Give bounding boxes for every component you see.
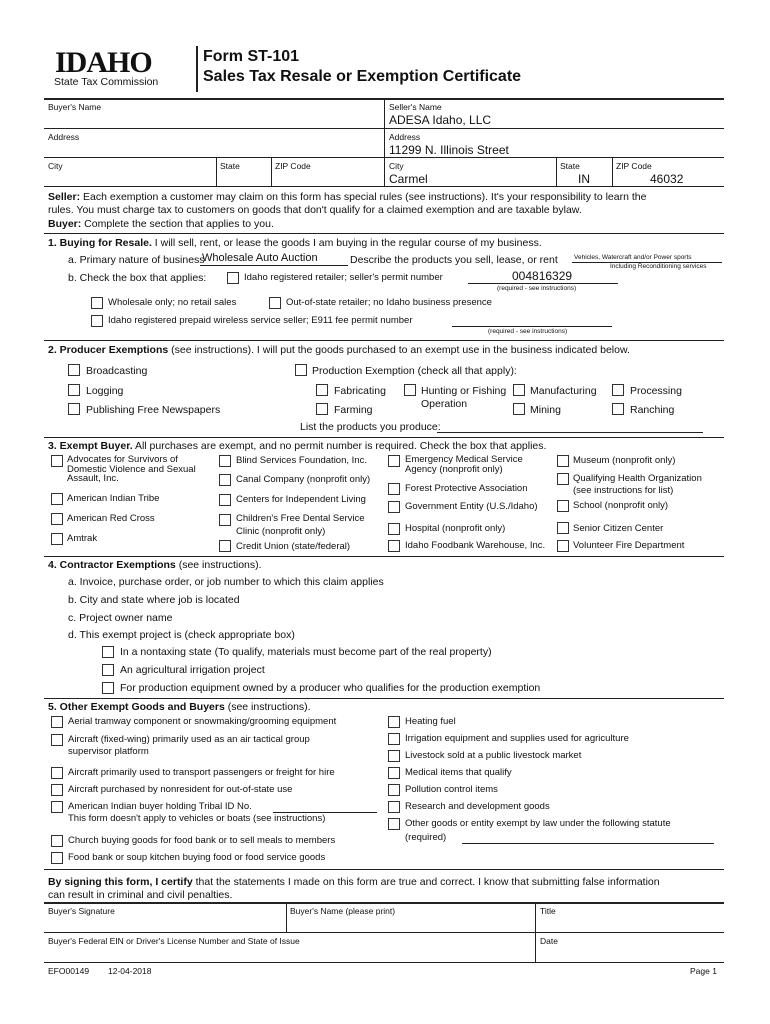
s5-medical-label: Medical items that qualify: [405, 767, 512, 778]
s1-wireless-label: Idaho registered prepaid wireless service seller; E911 fee permit number: [108, 315, 413, 326]
buyer-city-field[interactable]: [46, 171, 212, 185]
s1-a-label: a. Primary nature of business: [68, 254, 205, 266]
s3-ems-label-1: Emergency Medical Service: [405, 454, 523, 465]
s3-foodbank-checkbox[interactable]: [388, 540, 400, 552]
s3-advocates-label-1: Advocates for Survivors of: [67, 454, 178, 465]
section-5-heading: [48, 701, 311, 713]
s4-irrigation-checkbox[interactable]: [102, 664, 114, 676]
s1-permit-number-line: [468, 283, 618, 284]
s1-e911-permit-line[interactable]: [452, 326, 612, 327]
s5-irrigation-checkbox[interactable]: [388, 733, 400, 745]
logo-subtitle: State Tax Commission: [54, 76, 159, 88]
row-divider-1: [44, 128, 724, 129]
s2-ranching-checkbox[interactable]: [612, 403, 624, 415]
seller-state-divider: [556, 158, 557, 186]
s3-credit-union-checkbox[interactable]: [219, 540, 231, 552]
seller-city-field[interactable]: Carmel: [389, 172, 428, 186]
buyer-name-label: Buyer's Name: [48, 102, 102, 112]
s2-hunting-label-1: Hunting or Fishing: [421, 385, 507, 397]
s5-fixedwing-label-2: supervisor platform: [68, 746, 149, 757]
s3-museum-label: Museum (nonprofit only): [573, 455, 676, 466]
s3-canal-checkbox[interactable]: [219, 474, 231, 486]
s2-publishing-label: Publishing Free Newspapers: [86, 404, 221, 416]
date-field[interactable]: [538, 946, 722, 961]
s4-b-label: b. City and state where job is located: [68, 594, 240, 606]
s4-nontaxing-checkbox[interactable]: [102, 646, 114, 658]
s5-fixedwing-label-1: Aircraft (fixed-wing) primarily used as an air tactical group: [68, 734, 310, 745]
section-1-heading-text: I will sell, rent, or lease the goods I am buying in the regular course of my business.: [151, 237, 542, 249]
s3-forest-label: Forest Protective Association: [405, 483, 528, 494]
s3-qhealth-label-2: (see instructions for list): [573, 485, 674, 496]
s2-publishing-checkbox[interactable]: [68, 403, 80, 415]
intro-seller-line1: [48, 191, 646, 203]
s4-d-label: d. This exempt project is (check appropriate box): [68, 629, 295, 641]
signature-divider-1: [286, 903, 287, 932]
section-4-rule: [44, 556, 724, 557]
s2-mining-checkbox[interactable]: [513, 403, 525, 415]
intro-buyer-text: Complete the section that applies to you.: [81, 218, 274, 230]
signing-bold: By signing this form, I certify: [48, 876, 193, 888]
s5-pollution-checkbox[interactable]: [388, 784, 400, 796]
s3-forest-checkbox[interactable]: [388, 483, 400, 495]
s3-dental-label-1: Children's Free Dental Service: [236, 513, 365, 524]
s2-manufacturing-checkbox[interactable]: [513, 384, 525, 396]
s3-ems-checkbox[interactable]: [388, 455, 400, 467]
buyer-address-label: Address: [48, 132, 80, 142]
s2-hunting-label-2: Operation: [421, 398, 468, 410]
section-5-rule: [44, 698, 724, 699]
s5-soup-label: Food bank or soup kitchen buying food or food service goods: [68, 852, 326, 863]
s5-aircraft-transport-label: Aircraft primarily used to transport passengers or freight for hire: [68, 767, 335, 778]
s1-wholesale-label: Wholesale only; no retail sales: [108, 297, 237, 308]
seller-name-field[interactable]: ADESA Idaho, LLC: [389, 113, 492, 127]
s5-soup-checkbox[interactable]: [51, 852, 63, 864]
s5-livestock-label: Livestock sold at a public livestock market: [405, 750, 582, 761]
s3-museum-checkbox[interactable]: [557, 455, 569, 467]
intro-buyer-line: [48, 218, 274, 230]
s4-c-label: c. Project owner name: [68, 612, 173, 624]
seller-address-label: Address: [389, 132, 421, 142]
seller-address-field[interactable]: 11299 N. Illinois Street: [389, 143, 509, 157]
s3-centers-checkbox[interactable]: [219, 494, 231, 506]
signature-divider-2: [535, 903, 536, 962]
buyer-zip-field[interactable]: [273, 171, 381, 185]
s3-amtrak-checkbox[interactable]: [51, 533, 63, 545]
s3-blind-label: Blind Services Foundation, Inc.: [236, 455, 367, 466]
s2-logging-checkbox[interactable]: [68, 384, 80, 396]
form-number: Form ST-101: [203, 48, 300, 65]
title-label: Title: [540, 906, 556, 916]
s5-aircraft-nonres-label: Aircraft purchased by nonresident for out-of-state use: [68, 784, 293, 795]
s4-nontaxing-label: In a nontaxing state (To qualify, materials must become part of the real property): [120, 646, 492, 658]
intro-buyer-bold: Buyer:: [48, 218, 82, 230]
s5-church-checkbox[interactable]: [51, 835, 63, 847]
s5-heating-checkbox[interactable]: [388, 716, 400, 728]
s5-pollution-label: Pollution control items: [405, 784, 498, 795]
s5-research-label: Research and development goods: [405, 801, 550, 812]
s3-advocates-label-2: Domestic Violence and Sexual: [67, 464, 196, 475]
s3-ems-label-2: Agency (nonprofit only): [405, 464, 503, 475]
section-1-heading: [48, 237, 542, 249]
s3-hospital-label: Hospital (nonprofit only): [405, 523, 506, 534]
s5-other-statute-line[interactable]: [462, 843, 714, 844]
buyer-state-label: State: [220, 161, 240, 171]
signing-text: that the statements I made on this form are true and correct. I know that submitting false information: [192, 876, 660, 888]
s3-school-label: School (nonprofit only): [573, 500, 669, 511]
section-3-heading-text: All purchases are exempt, and no permit number is required. Check the box that applies.: [132, 440, 547, 452]
s5-aircraft-transport-checkbox[interactable]: [51, 767, 63, 779]
s5-fixedwing-checkbox[interactable]: [51, 734, 63, 746]
s4-c-field[interactable]: [190, 612, 720, 626]
s3-american-indian-checkbox[interactable]: [51, 493, 63, 505]
s3-american-indian-label: American Indian Tribe: [67, 493, 160, 504]
s5-tribal-label-1: American Indian buyer holding Tribal ID No.: [68, 801, 252, 812]
s3-dental-label-2: Clinic (nonprofit only): [236, 526, 326, 537]
s3-canal-label: Canal Company (nonprofit only): [236, 474, 371, 485]
s2-hunting-checkbox[interactable]: [404, 384, 416, 396]
s3-centers-label: Centers for Independent Living: [236, 494, 366, 505]
s3-fire-checkbox[interactable]: [557, 540, 569, 552]
buyer-signature-field[interactable]: [46, 916, 282, 931]
s1-required-note-2: (required - see instructions): [488, 328, 568, 335]
section-1-rule: [44, 233, 724, 234]
footer-form-code: EFO00149: [48, 966, 90, 976]
s2-farming-checkbox[interactable]: [316, 403, 328, 415]
buyer-address-field[interactable]: [46, 142, 380, 156]
s2-production-checkbox[interactable]: [295, 364, 307, 376]
s5-church-label: Church buying goods for food bank or to sell meals to members: [68, 835, 336, 846]
table-center-divider: [384, 99, 385, 187]
signature-table-bottom: [44, 962, 724, 963]
s1-business-nature-field[interactable]: Wholesale Auto Auction: [202, 252, 318, 264]
seller-city-label: City: [389, 161, 404, 171]
s5-other-checkbox[interactable]: [388, 818, 400, 830]
section-3-heading: [48, 440, 546, 452]
s5-irrigation-label: Irrigation equipment and supplies used for agriculture: [405, 733, 629, 744]
s1-business-nature-line: [200, 265, 348, 266]
s3-dental-checkbox[interactable]: [219, 514, 231, 526]
s2-logging-label: Logging: [86, 385, 124, 397]
s5-other-label-2: (required): [405, 832, 447, 843]
form-title: Sales Tax Resale or Exemption Certificate: [203, 68, 522, 85]
s2-fabricating-checkbox[interactable]: [316, 384, 328, 396]
s1-products-line2[interactable]: Including Reconditioning services: [610, 263, 707, 270]
buyer-print-name-field[interactable]: [288, 916, 532, 931]
s2-list-products-label: List the products you produce:: [300, 421, 441, 433]
section-2-heading-text: (see instructions). I will put the goods purchased to an exempt use in the business indicated below.: [168, 344, 630, 356]
s3-school-checkbox[interactable]: [557, 500, 569, 512]
signature-table-top: [44, 902, 724, 904]
buyer-print-name-label: Buyer's Name (please print): [290, 906, 396, 916]
s2-processing-label: Processing: [630, 385, 682, 397]
buyer-name-field[interactable]: [46, 112, 380, 127]
s1-describe-label: Describe the products you sell, lease, or rent: [350, 254, 558, 266]
s1-registered-retailer-label: Idaho registered retailer; seller's permit number: [244, 272, 443, 283]
s3-advocates-checkbox[interactable]: [51, 455, 63, 467]
s2-production-label: Production Exemption (check all that apply):: [312, 365, 517, 377]
s1-required-note-1: (required - see instructions): [497, 285, 577, 292]
s1-outofstate-label: Out-of-state retailer; no Idaho business presence: [286, 297, 492, 308]
s3-government-label: Government Entity (U.S./Idaho): [405, 501, 538, 512]
intro-seller-line2: rules. You must charge tax to customers on goods that don't qualify for a claimed exemption and are taxable bylaw.: [48, 204, 582, 216]
buyer-signature-label: Buyer's Signature: [48, 906, 115, 916]
seller-name-label: Seller's Name: [389, 102, 442, 112]
s3-blind-checkbox[interactable]: [219, 455, 231, 467]
s4-production-equipment-label: For production equipment owned by a producer who qualifies for the production exemption: [120, 682, 541, 694]
s5-research-checkbox[interactable]: [388, 801, 400, 813]
footer-date: 12-04-2018: [108, 966, 152, 976]
signing-line1: [48, 876, 660, 888]
s1-products-line1[interactable]: Vehicles, Watercraft and/or Power sports: [574, 254, 692, 261]
buyer-state-field[interactable]: [218, 171, 268, 185]
section-3-rule: [44, 437, 724, 438]
s1-registered-retailer-checkbox[interactable]: [227, 272, 239, 284]
section-5-heading-bold: 5. Other Exempt Goods and Buyers: [48, 701, 225, 713]
buyer-ein-field[interactable]: [46, 946, 532, 961]
s3-amtrak-label: Amtrak: [67, 533, 98, 544]
date-label: Date: [540, 936, 558, 946]
section-2-heading: [48, 344, 630, 356]
s4-a-label: a. Invoice, purchase order, or job number to which this claim applies: [68, 576, 384, 588]
intro-seller-text: Each exemption a customer may claim on this form has special rules (see instructions). It's your responsibility to learn the: [80, 191, 647, 203]
s3-foodbank-label: Idaho Foodbank Warehouse, Inc.: [405, 540, 546, 551]
row-divider-3: [44, 186, 724, 187]
section-5-heading-text: (see instructions).: [224, 701, 311, 713]
s4-b-field[interactable]: [260, 594, 720, 608]
section-4-heading: [48, 559, 262, 571]
seller-state-field[interactable]: IN: [578, 172, 590, 186]
section-1-heading-bold: 1. Buying for Resale.: [48, 237, 152, 249]
s1-permit-number-field[interactable]: 004816329: [512, 269, 573, 283]
buyer-state-divider: [216, 158, 217, 186]
section-4-heading-text: (see instructions).: [175, 559, 262, 571]
s5-livestock-checkbox[interactable]: [388, 750, 400, 762]
s2-manufacturing-label: Manufacturing: [530, 385, 597, 397]
s2-fabricating-label: Fabricating: [334, 385, 386, 397]
seller-zip-divider: [612, 158, 613, 186]
s5-heating-label: Heating fuel: [405, 716, 456, 727]
seller-zip-field[interactable]: 46032: [650, 172, 684, 186]
s2-mining-label: Mining: [530, 404, 561, 416]
s5-aerial-checkbox[interactable]: [51, 716, 63, 728]
s2-farming-label: Farming: [334, 404, 373, 416]
buyer-zip-label: ZIP Code: [275, 161, 311, 171]
signing-line2: can result in criminal and civil penalties.: [48, 889, 233, 901]
s2-broadcasting-label: Broadcasting: [86, 365, 148, 377]
s3-qhealth-label-1: Qualifying Health Organization: [573, 473, 702, 484]
s3-qhealth-checkbox[interactable]: [557, 473, 569, 485]
buyer-ein-label: Buyer's Federal EIN or Driver's License Number and State of Issue: [48, 936, 300, 946]
s3-senior-checkbox[interactable]: [557, 522, 569, 534]
s3-hospital-checkbox[interactable]: [388, 523, 400, 535]
s3-government-checkbox[interactable]: [388, 501, 400, 513]
s5-tribal-label-2: This form doesn't apply to vehicles or boats (see instructions): [68, 813, 326, 824]
title-field[interactable]: [538, 916, 722, 931]
section-2-heading-bold: 2. Producer Exemptions: [48, 344, 169, 356]
s3-fire-label: Volunteer Fire Department: [573, 540, 685, 551]
intro-seller-bold: Seller:: [48, 191, 81, 203]
s5-aerial-label: Aerial tramway component or snowmaking/grooming equipment: [68, 716, 337, 727]
signing-rule: [44, 869, 724, 870]
s3-advocates-label-3: Assault, Inc.: [67, 473, 119, 484]
s2-broadcasting-checkbox[interactable]: [68, 364, 80, 376]
s4-a-field[interactable]: [420, 576, 720, 590]
section-2-rule: [44, 340, 724, 341]
s1-wireless-checkbox[interactable]: [91, 315, 103, 327]
section-3-heading-bold: 3. Exempt Buyer.: [48, 440, 133, 452]
s5-other-label-1: Other goods or entity exempt by law under the following statute: [405, 818, 671, 829]
s3-red-cross-label: American Red Cross: [67, 513, 155, 524]
s1-outofstate-checkbox[interactable]: [269, 297, 281, 309]
logo-idaho-text: IDAHO: [55, 46, 152, 79]
buyer-zip-divider: [271, 158, 272, 186]
s4-irrigation-label: An agricultural irrigation project: [120, 664, 265, 676]
buyer-city-label: City: [48, 161, 63, 171]
s1-b-label: b. Check the box that applies:: [68, 272, 207, 284]
s1-wholesale-checkbox[interactable]: [91, 297, 103, 309]
s4-production-equipment-checkbox[interactable]: [102, 682, 114, 694]
s2-ranching-label: Ranching: [630, 404, 675, 416]
row-divider-2: [44, 157, 724, 158]
s2-processing-checkbox[interactable]: [612, 384, 624, 396]
section-4-heading-bold: 4. Contractor Exemptions: [48, 559, 176, 571]
s3-credit-union-label: Credit Union (state/federal): [236, 541, 351, 552]
s3-red-cross-checkbox[interactable]: [51, 513, 63, 525]
s5-medical-checkbox[interactable]: [388, 767, 400, 779]
s5-aircraft-nonres-checkbox[interactable]: [51, 784, 63, 796]
seller-state-label: State: [560, 161, 580, 171]
seller-zip-label: ZIP Code: [616, 161, 652, 171]
s3-senior-label: Senior Citizen Center: [573, 523, 664, 534]
s5-tribal-checkbox[interactable]: [51, 801, 63, 813]
header-divider: [196, 46, 198, 92]
s2-list-products-line[interactable]: [437, 432, 703, 433]
footer-page-number: Page 1: [690, 966, 717, 976]
signature-row-divider: [44, 932, 724, 933]
